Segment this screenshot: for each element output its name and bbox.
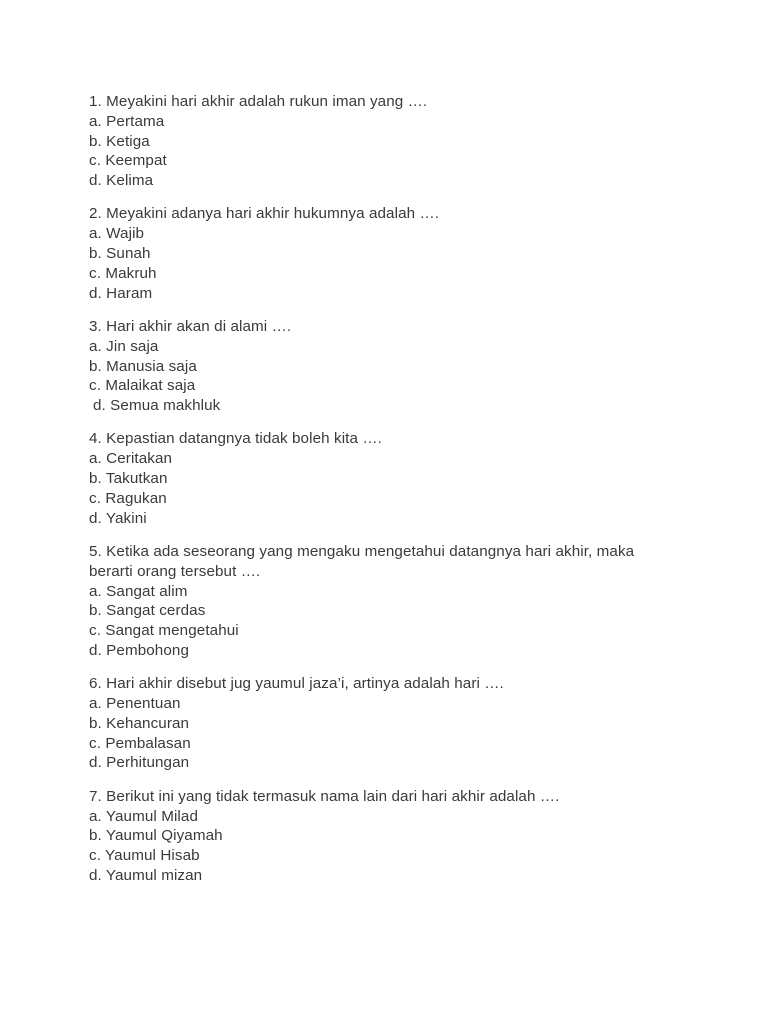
question-2 — [89, 204, 709, 303]
answer-option-c: c. Sangat mengetahui — [89, 622, 239, 640]
answer-option-c: c. Pembalasan — [89, 734, 191, 752]
question-stem: 7. Berikut ini yang tidak termasuk nama lain dari hari akhir adalah …. — [89, 787, 560, 805]
question-6 — [89, 674, 709, 773]
answer-option-a: a. Jin saja — [89, 337, 159, 355]
answer-option-c: c. Ragukan — [89, 489, 167, 507]
question-stem-line-2: berarti orang tersebut …. — [89, 562, 261, 580]
answer-option-a: a. Pertama — [89, 112, 165, 130]
question-5 — [89, 542, 709, 661]
answer-option-b: b. Ketiga — [89, 132, 150, 150]
question-stem: 3. Hari akhir akan di alami …. — [89, 317, 292, 335]
question-4 — [89, 429, 709, 528]
answer-option-a: a. Sangat alim — [89, 582, 188, 600]
answer-option-c: c. Makruh — [89, 264, 157, 282]
answer-option-b: b. Kehancuran — [89, 714, 190, 732]
answer-option-c: c. Yaumul Hisab — [89, 847, 200, 865]
quiz-document — [89, 92, 709, 899]
answer-option-d: d. Semua makhluk — [93, 397, 221, 415]
question-stem: 6. Hari akhir disebut jug yaumul jaza’i, artinya adalah hari …. — [89, 675, 504, 693]
question-1 — [89, 92, 709, 191]
answer-option-a: a. Ceritakan — [89, 450, 173, 468]
answer-option-b: b. Sangat cerdas — [89, 602, 206, 620]
answer-option-a: a. Penentuan — [89, 695, 181, 713]
answer-option-c: c. Keempat — [89, 152, 167, 170]
answer-option-b: b. Sunah — [89, 245, 151, 263]
answer-option-d: d. Yaumul mizan — [89, 866, 203, 884]
answer-option-d: d. Kelima — [89, 172, 154, 190]
answer-option-a: a. Wajib — [89, 225, 145, 243]
answer-option-d: d. Yakini — [89, 509, 147, 527]
answer-option-b: b. Yaumul Qiyamah — [89, 827, 223, 845]
answer-option-c: c. Malaikat saja — [89, 377, 196, 395]
answer-option-a: a. Yaumul Milad — [89, 807, 198, 825]
answer-option-b: b. Takutkan — [89, 470, 168, 488]
answer-option-d: d. Haram — [89, 284, 153, 302]
answer-option-d: d. Perhitungan — [89, 754, 190, 772]
answer-option-b: b. Manusia saja — [89, 357, 197, 375]
answer-option-d: d. Pembohong — [89, 641, 189, 659]
question-stem-line-1: 5. Ketika ada seseorang yang mengaku mengetahui datangnya hari akhir, maka — [89, 542, 635, 560]
question-stem: 2. Meyakini adanya hari akhir hukumnya adalah …. — [89, 205, 440, 223]
question-3 — [89, 317, 709, 416]
question-7 — [89, 787, 709, 886]
question-stem: 1. Meyakini hari akhir adalah rukun iman yang …. — [89, 93, 428, 110]
question-stem: 4. Kepastian datangnya tidak boleh kita …. — [89, 430, 382, 448]
